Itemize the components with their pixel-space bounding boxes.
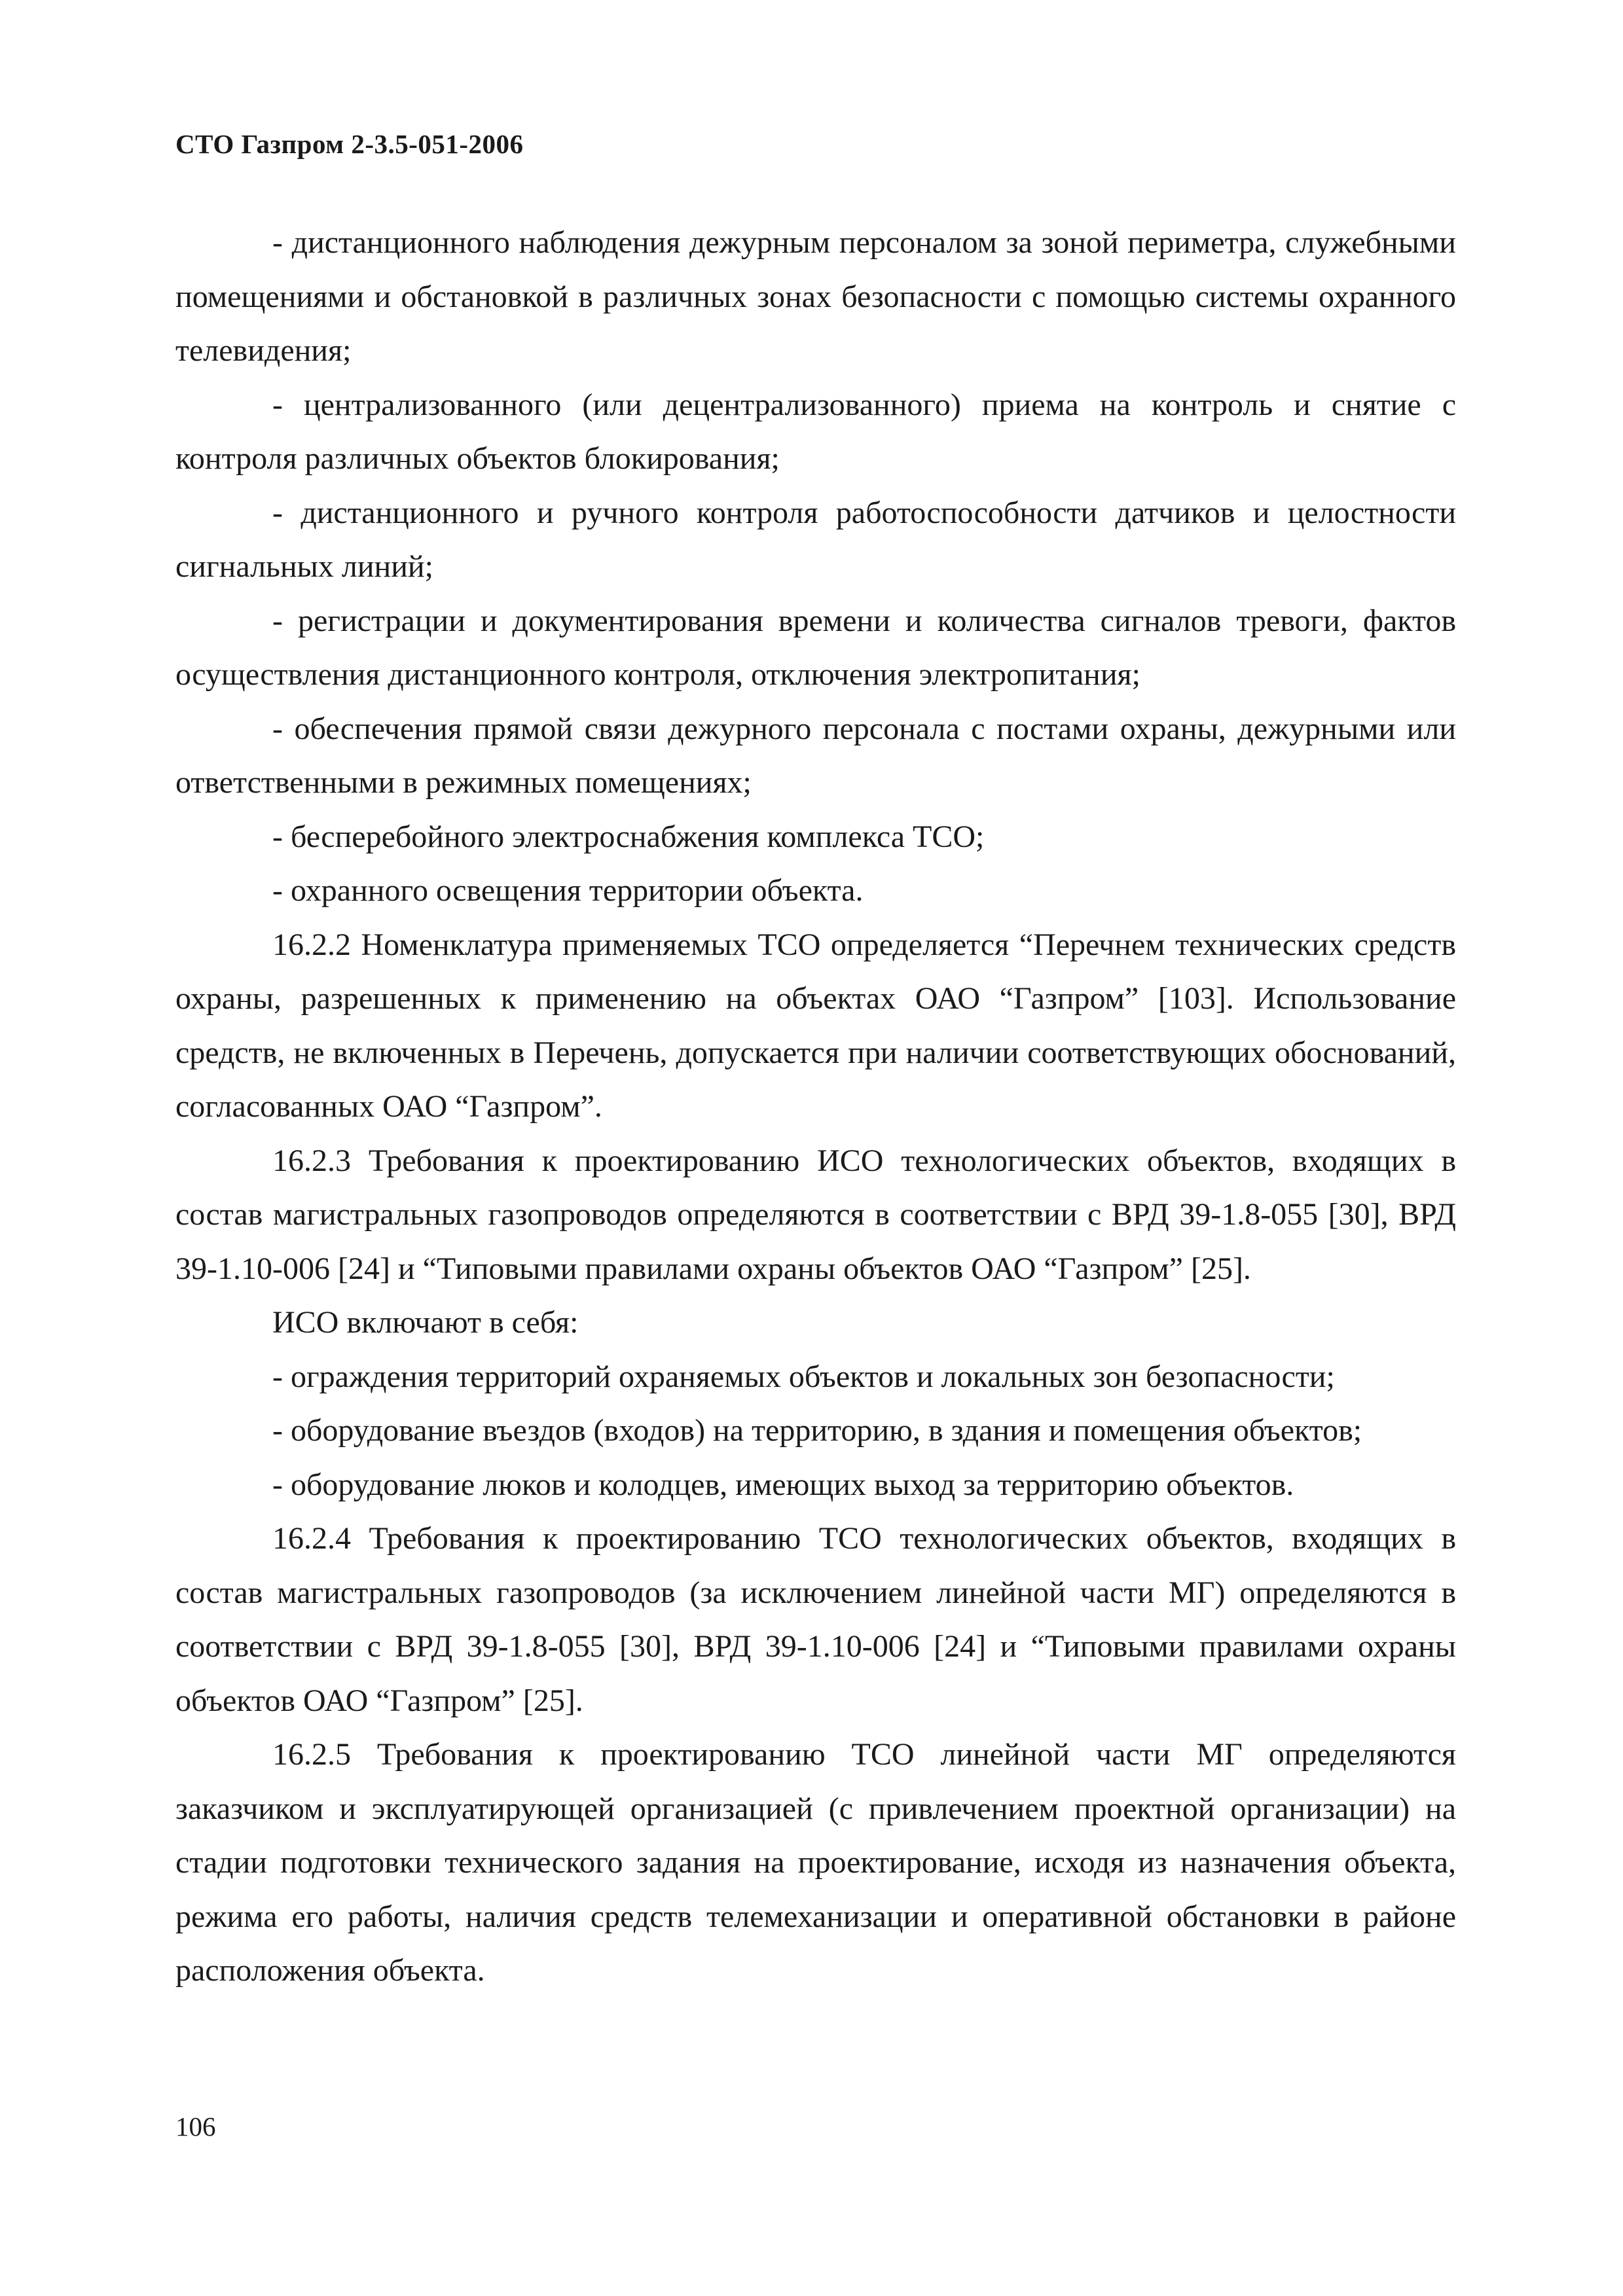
paragraph-centralized-control: - централизованного (или децентрализованного) приема на контроль и снятие с контроля различных объектов блокирования; bbox=[175, 387, 1456, 476]
paragraph-fencing: - ограждения территорий охраняемых объектов и локальных зон безопасности; bbox=[272, 1359, 1335, 1394]
document-body bbox=[175, 216, 1456, 1998]
paragraph-hatches-wells: - оборудование люков и колодцев, имеющих выход за территорию объектов. bbox=[272, 1467, 1294, 1502]
paragraph-iso-includes: ИСО включают в себя: bbox=[272, 1305, 579, 1340]
paragraph-alarm-registration: - регистрации и документирования времени и количества сигналов тревоги, фактов осуществления дистанционного контроля, отключения электропитания; bbox=[175, 603, 1456, 692]
paragraph-security-lighting: - охранного освещения территории объекта. bbox=[272, 873, 864, 908]
document-code-header: СТО Газпром 2-3.5-051-2006 bbox=[175, 129, 524, 159]
paragraph-16-2-4: 16.2.4 Требования к проектированию ТСО технологических объектов, входящих в состав магистральных газопроводов (за исключением линейной части МГ) определяются в соответствии с ВРД 39-1.8-055 [30], ВРД 39-1.10-006 [24] и “Типовыми правилами охраны объектов ОАО “Газпром” [25]. bbox=[175, 1521, 1456, 1718]
paragraph-16-2-3: 16.2.3 Требования к проектированию ИСО технологических объектов, входящих в состав магистральных газопроводов определяются в соответствии с ВРД 39-1.8-055 [30], ВРД 39-1.10-006 [24] и “Типовыми правилами охраны объектов ОАО “Газпром” [25]. bbox=[175, 1143, 1456, 1286]
paragraph-16-2-2: 16.2.2 Номенклатура применяемых ТСО определяется “Перечнем технических средств охраны, разрешенных к применению на объектах ОАО “Газпром” [103]. Использование средств, не включенных в Перечень, допускается при наличии соответствующих обоснований, согласованных ОАО “Газпром”. bbox=[175, 927, 1456, 1124]
paragraph-sensor-control: - дистанционного и ручного контроля работоспособности датчиков и целостности сигнальных линий; bbox=[175, 495, 1456, 584]
paragraph-16-2-5: 16.2.5 Требования к проектированию ТСО линейной части МГ определяются заказчиком и эксплуатирующей организацией (с привлечением проектной организации) на стадии подготовки технического задания на проектирование, исходя из назначения объекта, режима его работы, наличия средств телемеханизации и оперативной обстановки в районе расположения объекта. bbox=[175, 1737, 1456, 1988]
paragraph-surveillance: - дистанционного наблюдения дежурным персоналом за зоной периметра, служебными помещениями и обстановкой в различных зонах безопасности с помощью системы охранного телевидения; bbox=[175, 225, 1456, 368]
paragraph-entrances: - оборудование въездов (входов) на территорию, в здания и помещения объектов; bbox=[272, 1413, 1362, 1448]
paragraph-power-supply: - бесперебойного электроснабжения комплекса ТСО; bbox=[272, 819, 985, 854]
page-number: 106 bbox=[175, 2111, 216, 2142]
paragraph-direct-communication: - обеспечения прямой связи дежурного персонала с постами охраны, дежурными или ответственными в режимных помещениях; bbox=[175, 711, 1456, 800]
